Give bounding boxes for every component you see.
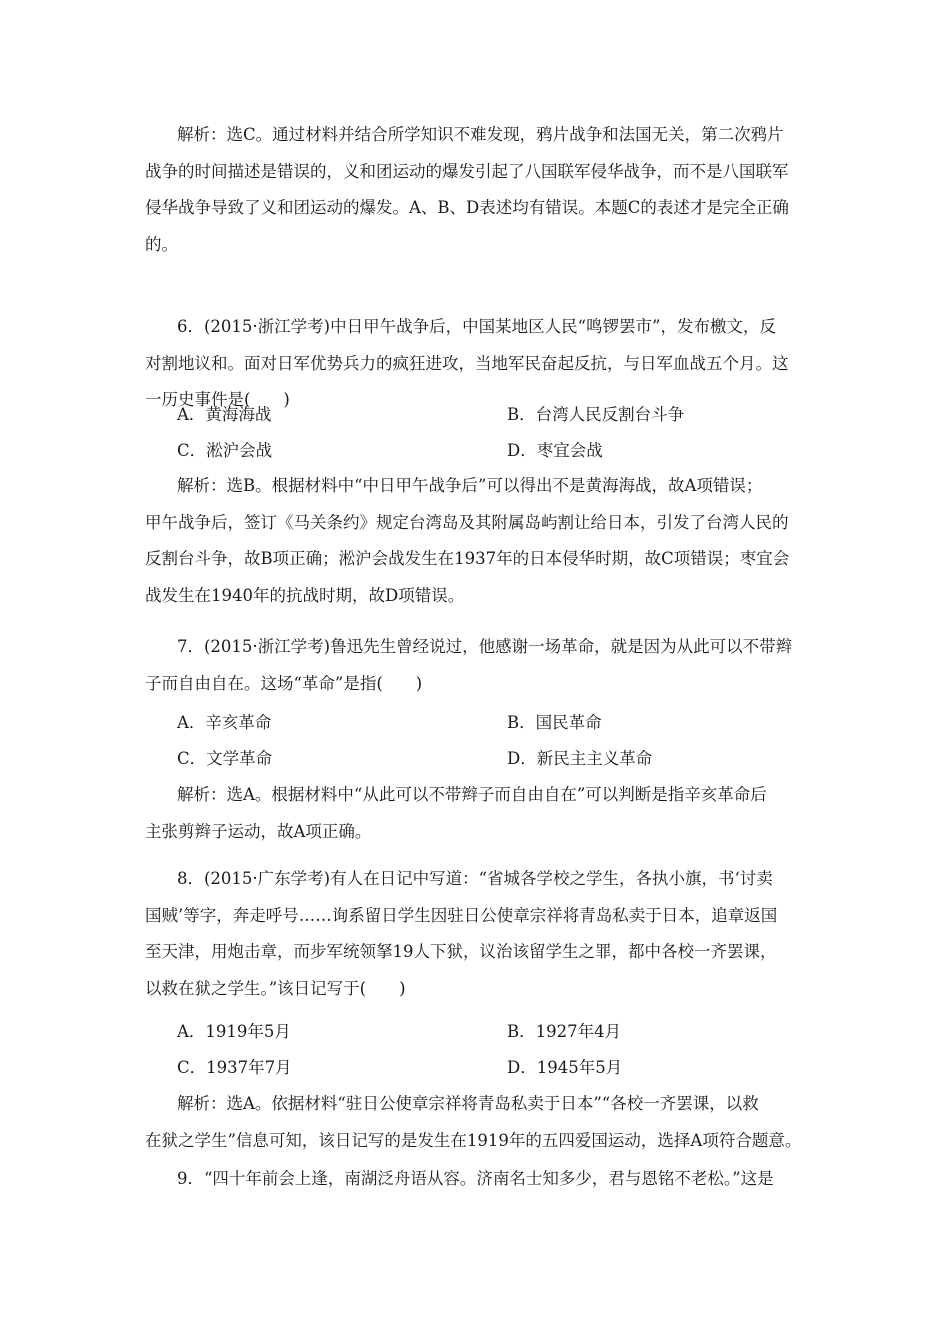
option-d: D．新民主主义革命 xyxy=(507,749,653,768)
question-line: 8．(2015·广东学考)有人在日记中写道：“省城各学校之学生，各执小旗，书‘讨卖 xyxy=(177,869,773,888)
analysis-line: 解析：选C。通过材料并结合所学知识不难发现，鸦片战争和法国无关，第二次鸦片 xyxy=(177,125,784,144)
analysis-line: 解析：选A。依据材料“驻日公使章宗祥将青岛私卖于日本”“各校一齐罢课，以救 xyxy=(177,1094,759,1113)
question-line: 以救在狱之学生。”该日记写于( ) xyxy=(145,978,406,998)
option-d: D．枣宜会战 xyxy=(507,441,603,460)
q8-options xyxy=(177,1014,809,1086)
q7-options xyxy=(177,705,809,777)
q7-analysis xyxy=(145,777,809,850)
q8-analysis xyxy=(145,1086,809,1159)
analysis-line: 主张剪辫子运动，故A项正确。 xyxy=(145,821,372,841)
option-b: B．台湾人民反割台斗争 xyxy=(507,405,685,424)
analysis-line: 侵华战争导致了义和团运动的爆发。A、B、D表述均有错误。本题C的表述才是完全正确 xyxy=(145,198,789,217)
option-d: D．1945年5月 xyxy=(507,1058,623,1077)
question-line: 9．“四十年前会上逢，南湖泛舟语从容。济南名士知多少，君与恩铭不老松。”这是 xyxy=(177,1169,774,1188)
analysis-line: 在狱之学生”信息可知，该日记写的是发生在1919年的五四爱国运动，选择A项符合题意。 xyxy=(145,1130,802,1150)
option-a: A．黄海海战 xyxy=(177,405,272,424)
q9-stem xyxy=(145,1161,809,1198)
analysis-line: 解析：选B。根据材料中“中日甲午战争后”可以得出不是黄海海战，故A项错误； xyxy=(177,476,763,495)
question-line: 至天津，用炮击章，而步军统领拏19人下狱，议治该留学生之罪，都中各校一齐罢课， xyxy=(145,942,777,961)
question-line: 6．(2015·浙江学考)中日甲午战争后，中国某地区人民“鸣锣罢市”，发布檄文，反 xyxy=(177,317,776,336)
analysis-line: 的。 xyxy=(145,234,178,254)
option-c: C．淞沪会战 xyxy=(177,441,273,460)
q5-analysis xyxy=(145,117,809,263)
analysis-line: 甲午战争后，签订《马关条约》规定台湾岛及其附属岛屿割让给日本，引发了台湾人民的 xyxy=(145,512,789,532)
q8-stem xyxy=(145,861,809,1007)
analysis-line: 反割台斗争，故B项正确；淞沪会战发生在1937年的日本侵华时期，故C项错误；枣宜会 xyxy=(145,549,790,568)
option-c: C．文学革命 xyxy=(177,749,273,768)
option-b: B．国民革命 xyxy=(507,713,602,732)
q6-analysis xyxy=(145,468,809,614)
analysis-line: 战争的时间描述是错误的，义和团运动的爆发引起了八国联军侵华战争，而不是八国联军 xyxy=(145,161,789,181)
question-line: 对割地议和。面对日军优势兵力的疯狂进攻，当地军民奋起反抗，与日军血战五个月。这 xyxy=(145,353,789,373)
question-line: 7．(2015·浙江学考)鲁迅先生曾经说过，他感谢一场革命，就是因为从此可以不带辫 xyxy=(177,637,793,656)
option-c: C．1937年7月 xyxy=(177,1058,292,1077)
analysis-line: 解析：选A。根据材料中“从此可以不带辫子而自由自在”可以判断是指辛亥革命后 xyxy=(177,785,767,804)
question-line: 一历史事件是( ) xyxy=(145,390,290,409)
q7-stem xyxy=(145,629,809,702)
question-line: 子而自由自在。这场“革命”是指( ) xyxy=(145,673,423,693)
option-a: A．1919年5月 xyxy=(177,1022,291,1041)
question-line: 国贼’等字，奔走呼号……询系留日学生因驻日公使章宗祥将青岛私卖于日本，追章返国 xyxy=(145,905,778,925)
option-b: B．1927年4月 xyxy=(507,1022,622,1041)
analysis-line: 战发生在1940年的抗战时期，故D项错误。 xyxy=(145,585,465,605)
option-a: A．辛亥革命 xyxy=(177,713,272,732)
q6-options xyxy=(177,397,809,469)
